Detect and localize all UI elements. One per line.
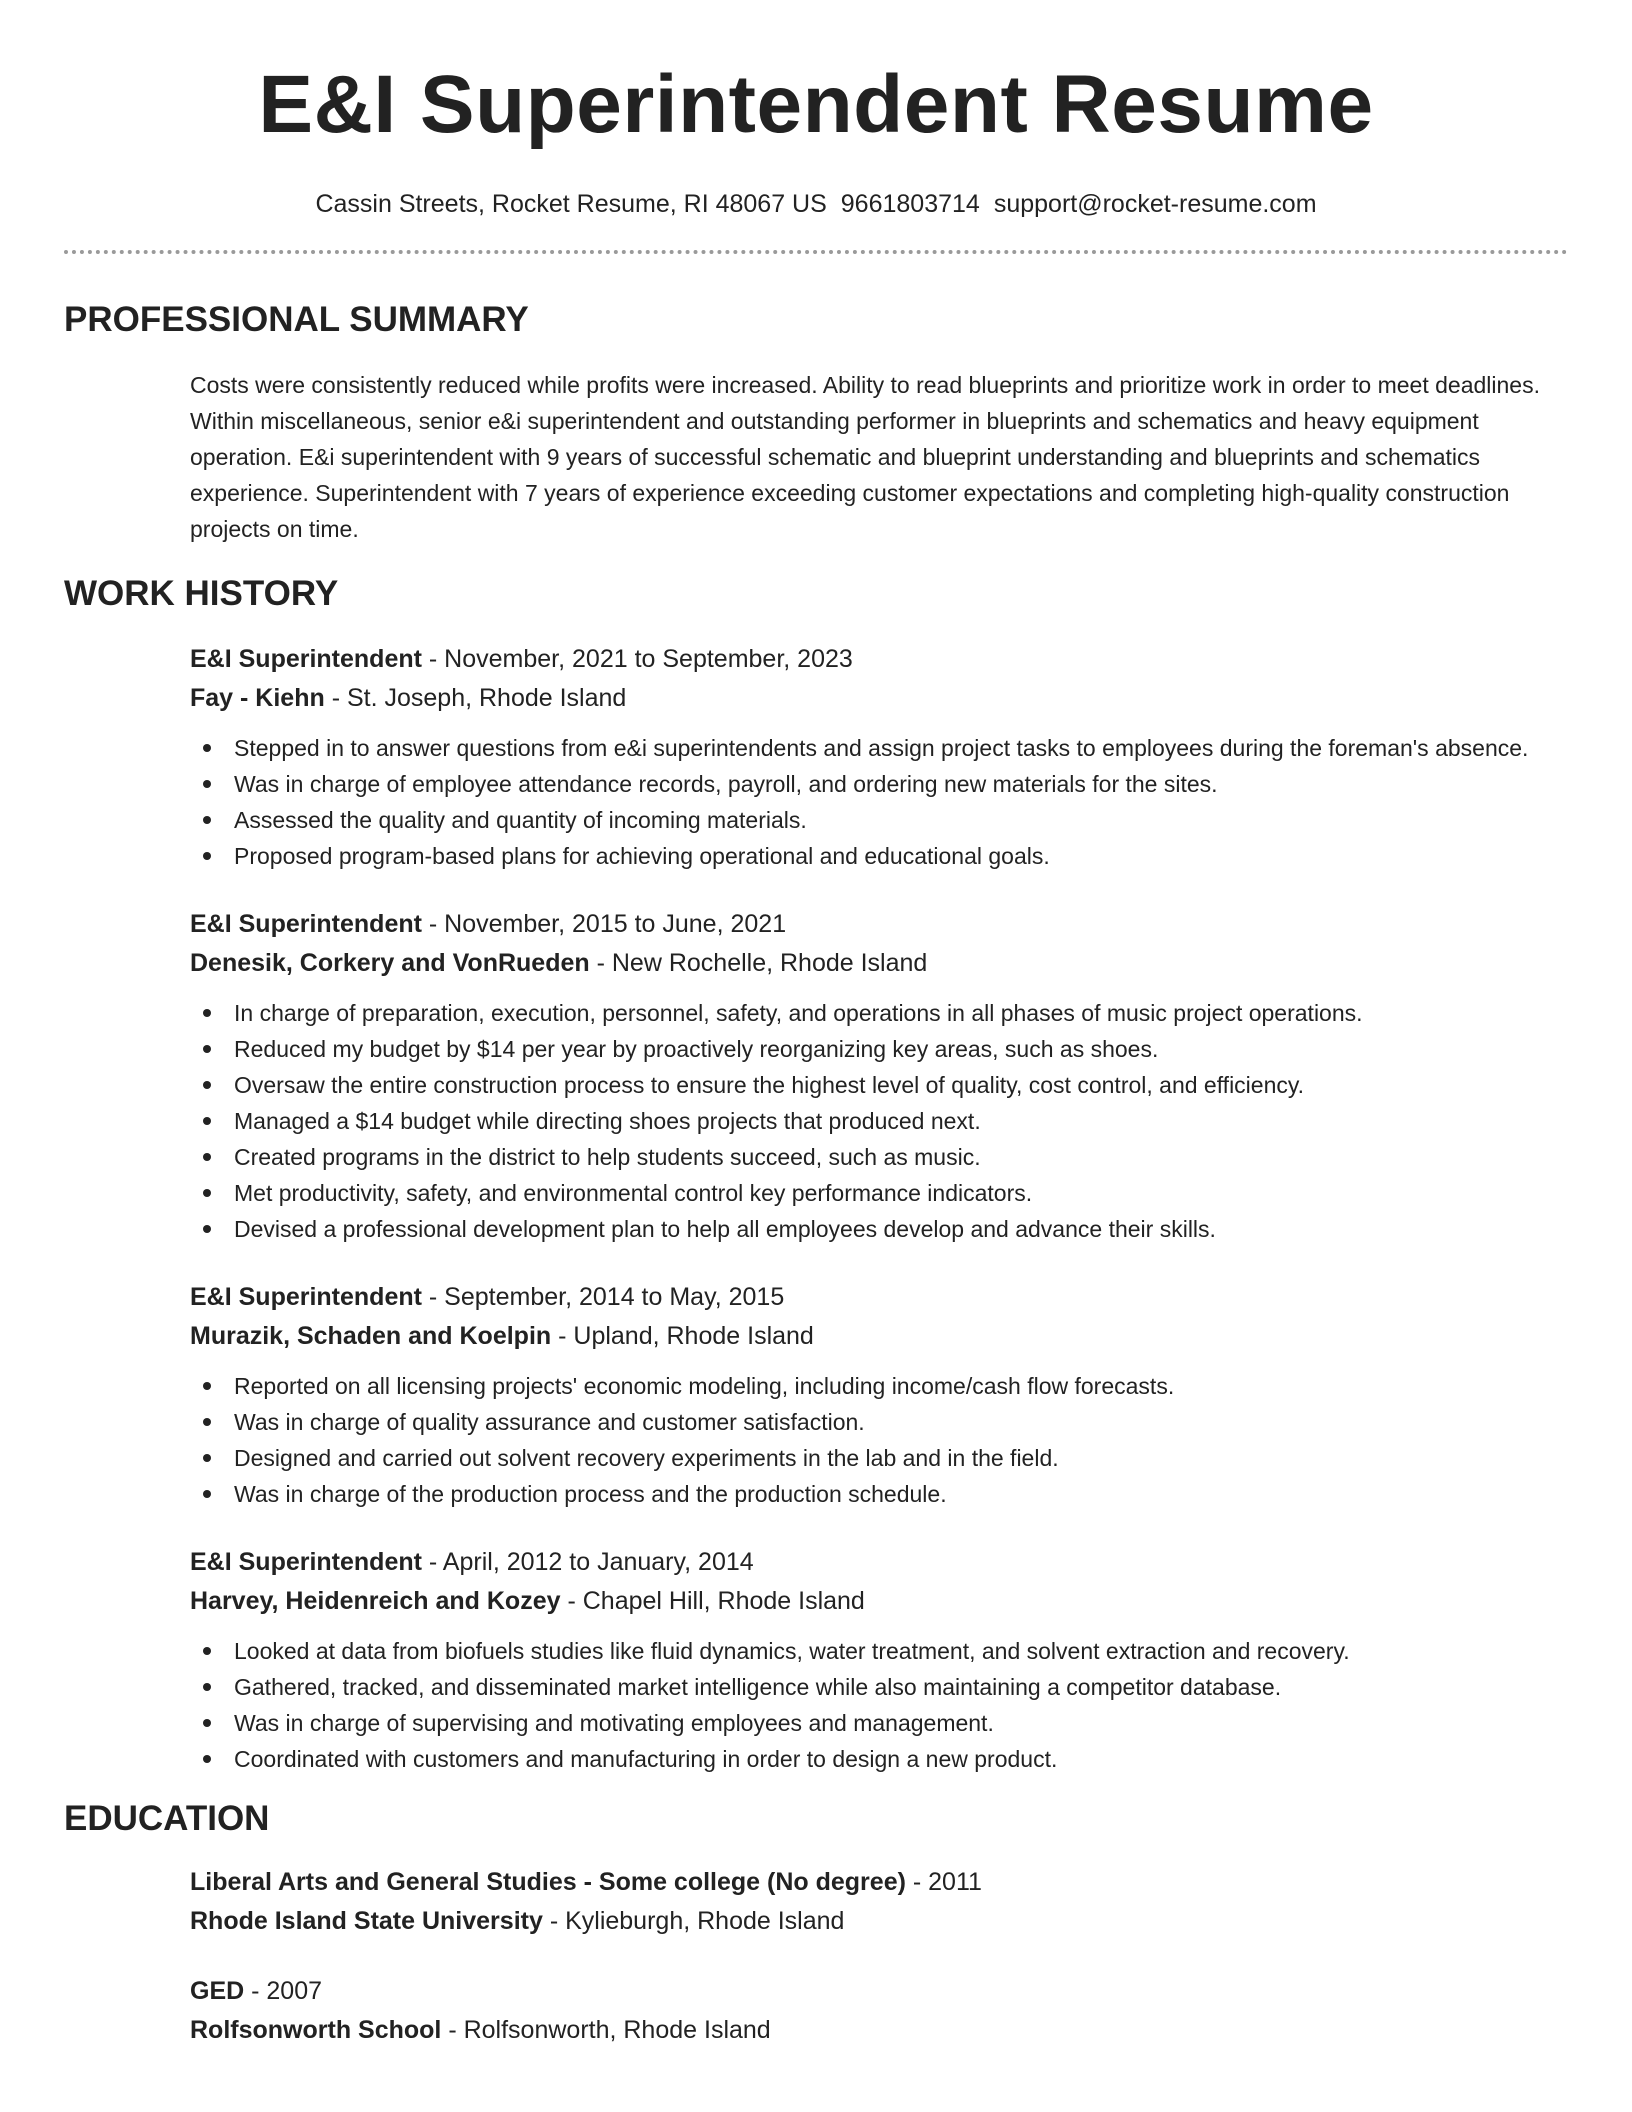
job-employer-line — [190, 679, 1568, 718]
job-role: E&I Superintendent — [190, 1283, 422, 1311]
job-bullet: Assessed the quality and quantity of incoming materials. — [234, 802, 1568, 838]
contact-line — [0, 188, 1632, 220]
job-bullet: Gathered, tracked, and disseminated market intelligence while also maintaining a competitor database. — [234, 1669, 1568, 1705]
summary-body — [190, 367, 1568, 547]
job-company: Denesik, Corkery and VonRueden — [190, 949, 590, 977]
job-entry — [190, 640, 1568, 874]
education-year: - 2011 — [905, 1868, 982, 1896]
education-degree: GED — [190, 1977, 245, 2005]
job-location: - Chapel Hill, Rhode Island — [560, 1587, 865, 1615]
education-entry — [190, 1972, 1568, 2050]
job-dates: - September, 2014 to May, 2015 — [421, 1283, 785, 1311]
job-role: E&I Superintendent — [190, 645, 422, 673]
job-entry — [190, 1278, 1568, 1512]
header-divider — [64, 250, 1568, 254]
education-degree-line — [190, 1863, 1568, 1902]
education-school: Rhode Island State University — [190, 1907, 543, 1935]
job-bullets — [190, 730, 1568, 874]
job-bullet: Devised a professional development plan to help all employees develop and advance their skills. — [234, 1211, 1568, 1247]
job-entry — [190, 905, 1568, 1247]
education-heading: EDUCATION — [64, 1799, 270, 1838]
job-employer-line — [190, 1582, 1568, 1621]
job-company: Murazik, Schaden and Koelpin — [190, 1322, 552, 1350]
job-location: - New Rochelle, Rhode Island — [589, 949, 928, 977]
job-role: E&I Superintendent — [190, 1548, 422, 1576]
job-bullet: Created programs in the district to help students succeed, such as music. — [234, 1139, 1568, 1175]
job-bullet: Was in charge of the production process and the production schedule. — [234, 1476, 1568, 1512]
job-bullet: In charge of preparation, execution, personnel, safety, and operations in all phases of music project operations. — [234, 995, 1568, 1031]
job-bullet: Was in charge of quality assurance and customer satisfaction. — [234, 1404, 1568, 1440]
job-bullet: Reduced my budget by $14 per year by proactively reorganizing key areas, such as shoes. — [234, 1031, 1568, 1067]
job-employer-line — [190, 944, 1568, 983]
work-history-heading: WORK HISTORY — [64, 574, 339, 613]
education-location: - Rolfsonworth, Rhode Island — [441, 2016, 771, 2044]
job-company: Fay - Kiehn — [190, 684, 325, 712]
resume-header — [0, 0, 1632, 220]
job-bullets — [190, 1368, 1568, 1512]
job-title-line — [190, 905, 1568, 944]
job-entry — [190, 1543, 1568, 1777]
summary-text: Costs were consistently reduced while profits were increased. Ability to read blueprints and prioritize work in order to meet deadlines. Within miscellaneous, senior e&i superintendent and outstanding performer in blueprints and schematics and heavy equipment operation. E&i superintendent with 9 years of successful schematic and blueprint understanding and blueprints and schematics experience. Superintendent with 7 years of experience exceeding customer expectations and completing high-quality construction projects on time. — [190, 372, 1540, 542]
job-bullets — [190, 995, 1568, 1247]
job-bullet: Was in charge of supervising and motivating employees and management. — [234, 1705, 1568, 1741]
job-bullet: Was in charge of employee attendance records, payroll, and ordering new materials for the sites. — [234, 766, 1568, 802]
job-bullet: Managed a $14 budget while directing shoes projects that produced next. — [234, 1103, 1568, 1139]
education-school-line — [190, 1902, 1568, 1941]
job-bullet: Looked at data from biofuels studies like fluid dynamics, water treatment, and solvent extraction and recovery. — [234, 1633, 1568, 1669]
education-school-line — [190, 2011, 1568, 2050]
job-company: Harvey, Heidenreich and Kozey — [190, 1587, 561, 1615]
job-dates: - November, 2021 to September, 2023 — [421, 645, 853, 673]
summary-heading: PROFESSIONAL SUMMARY — [64, 300, 529, 339]
job-employer-line — [190, 1317, 1568, 1356]
job-bullet: Met productivity, safety, and environmental control key performance indicators. — [234, 1175, 1568, 1211]
job-role: E&I Superintendent — [190, 910, 422, 938]
education-degree-line — [190, 1972, 1568, 2011]
education-degree: Liberal Arts and General Studies - Some college (No degree) — [190, 1868, 906, 1896]
education-location: - Kylieburgh, Rhode Island — [542, 1907, 845, 1935]
summary-section — [64, 298, 1568, 547]
job-bullet: Oversaw the entire construction process to ensure the highest level of quality, cost control, and efficiency. — [234, 1067, 1568, 1103]
education-body — [190, 1863, 1568, 2050]
job-title-line — [190, 1278, 1568, 1317]
job-dates: - November, 2015 to June, 2021 — [421, 910, 787, 938]
work-history-section — [64, 572, 1568, 1777]
job-bullet: Proposed program-based plans for achieving operational and educational goals. — [234, 838, 1568, 874]
contact-phone: 9661803714 — [840, 190, 980, 218]
education-school: Rolfsonworth School — [190, 2016, 442, 2044]
job-title-line — [190, 1543, 1568, 1582]
job-bullets — [190, 1633, 1568, 1777]
resume-title: E&I Superintendent Resume — [258, 59, 1374, 150]
job-dates: - April, 2012 to January, 2014 — [421, 1548, 754, 1576]
job-location: - St. Joseph, Rhode Island — [324, 684, 627, 712]
job-location: - Upland, Rhode Island — [551, 1322, 814, 1350]
education-entry — [190, 1863, 1568, 1941]
contact-address: Cassin Streets, Rocket Resume, RI 48067 US — [315, 190, 827, 218]
education-section — [64, 1797, 1568, 2050]
job-bullet: Designed and carried out solvent recovery experiments in the lab and in the field. — [234, 1440, 1568, 1476]
job-bullet: Coordinated with customers and manufacturing in order to design a new product. — [234, 1741, 1568, 1777]
education-year: - 2007 — [244, 1977, 323, 2005]
contact-email: support@rocket-resume.com — [993, 190, 1317, 218]
job-title-line — [190, 640, 1568, 679]
work-history-body — [190, 640, 1568, 1777]
job-bullet: Stepped in to answer questions from e&i superintendents and assign project tasks to employees during the foreman's absence. — [234, 730, 1568, 766]
job-bullet: Reported on all licensing projects' economic modeling, including income/cash flow forecasts. — [234, 1368, 1568, 1404]
